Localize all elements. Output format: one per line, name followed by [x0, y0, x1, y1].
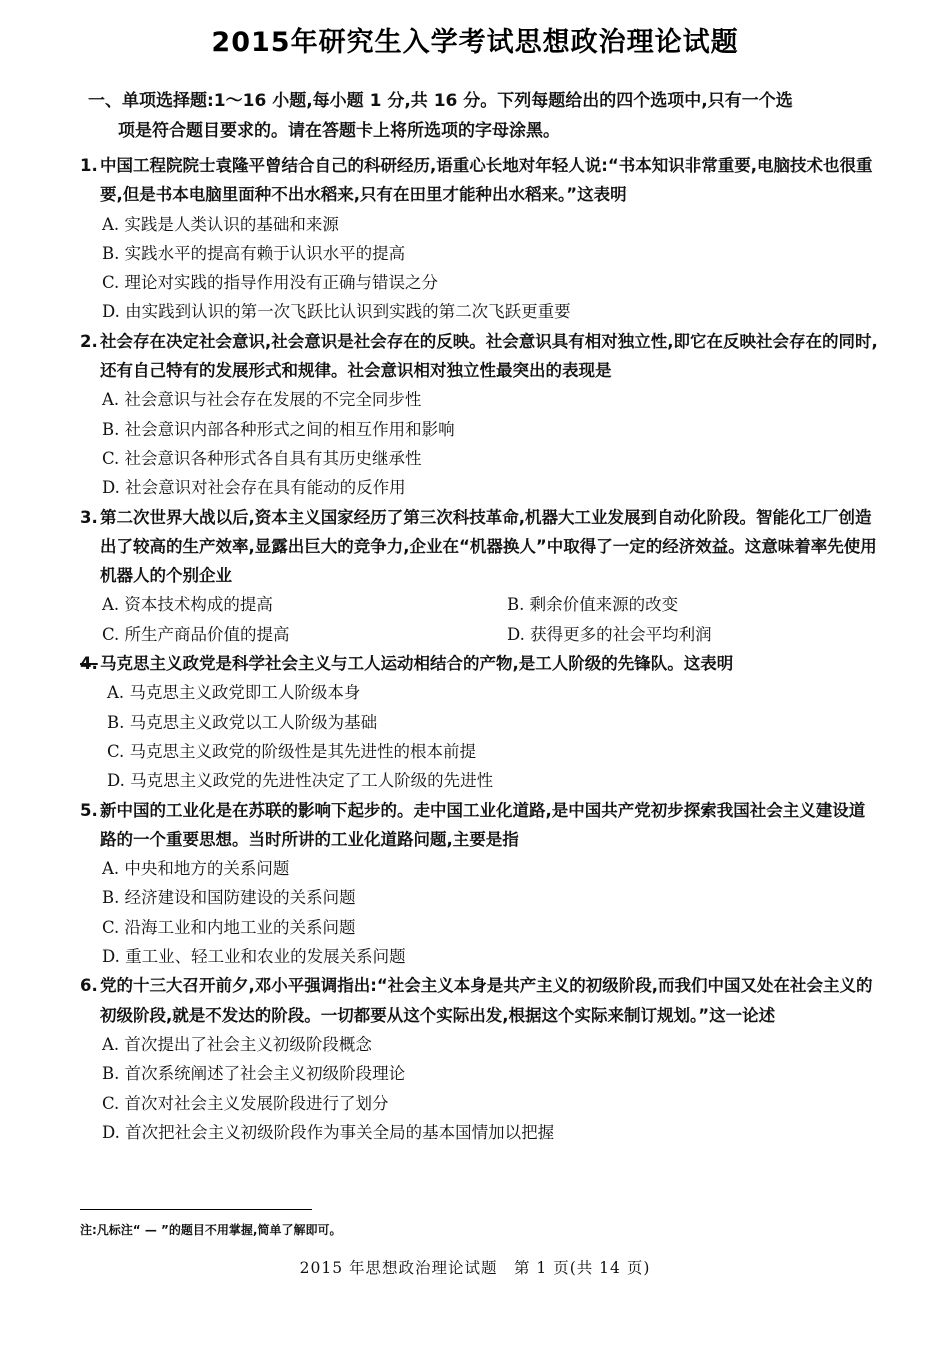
option-d: D. 由实践到认识的第一次飞跃比认识到实践的第二次飞跃更重要	[102, 302, 571, 322]
option-c: C. 沿海工业和内地工业的关系问题	[102, 917, 356, 937]
option-d: D. 首次把社会主义初级阶段作为事关全局的基本国情加以把握	[102, 1122, 555, 1142]
option-a: A. 实践是人类认识的基础和来源	[102, 214, 339, 234]
option-b: B. 马克思主义政党以工人阶级为基础	[107, 712, 378, 732]
question-number: 3.	[80, 507, 98, 527]
option-a: A. 中央和地方的关系问题	[102, 859, 290, 879]
option-a: A. 社会意识与社会存在发展的不完全同步性	[102, 390, 422, 410]
option-d: D. 社会意识对社会存在具有能动的反作用	[102, 478, 406, 498]
page-footer: 2015 年思想政治理论试题 第 1 页(共 14 页)	[299, 1259, 651, 1277]
option-d: D. 重工业、轻工业和农业的发展关系问题	[102, 947, 406, 967]
question-stem: 马克思主义政党是科学社会主义与工人运动相结合的产物,是工人阶级的先锋队。这表明	[100, 654, 734, 674]
question-number: 6.	[80, 976, 98, 996]
option-c: C. 首次对社会主义发展阶段进行了划分	[102, 1093, 389, 1113]
section-instructions-line2: 项是符合题目要求的。请在答题卡上将所选项的字母涂黑。	[118, 121, 560, 141]
option-b: B. 首次系统阐述了社会主义初级阶段理论	[102, 1064, 406, 1084]
footnote-divider	[80, 1209, 312, 1210]
page-title: 2015年研究生入学考试思想政治理论试题	[211, 27, 739, 58]
question-2	[80, 327, 880, 503]
option-a: A. 资本技术构成的提高	[102, 595, 273, 615]
option-c: C. 理论对实践的指导作用没有正确与错误之分	[102, 273, 439, 293]
question-stem: 党的十三大召开前夕,邓小平强调指出:“社会主义本身是共产主义的初级阶段,而我们中国又处在社会主义的初级阶段,就是不发达的阶段。一切都要从这个实际出发,根据这个实际来制订规划。”这一论述	[100, 976, 873, 1025]
option-b: B. 社会意识内部各种形式之间的相互作用和影响	[102, 419, 455, 439]
option-c: C. 社会意识各种形式各自具有其历史继承性	[102, 448, 422, 468]
question-list	[80, 151, 880, 1147]
question-stem: 第二次世界大战以后,资本主义国家经历了第三次科技革命,机器大工业发展到自动化阶段。智能化工厂创造出了较高的生产效率,显露出巨大的竞争力,企业在“机器换人”中取得了一定的经济效益。这意味着率先使用机器人的个别企业	[100, 507, 877, 586]
question-number-struck: 4.	[80, 654, 98, 674]
option-d: D. 获得更多的社会平均利润	[507, 624, 712, 644]
option-c: C. 马克思主义政党的阶级性是其先进性的根本前提	[107, 741, 477, 761]
question-number: 1.	[80, 156, 98, 175]
question-1	[80, 151, 880, 327]
question-number: 2.	[80, 331, 98, 351]
question-stem: 社会存在决定社会意识,社会意识是社会存在的反映。社会意识具有相对独立性,即它在反映社会存在的同时,还有自己特有的发展形式和规律。社会意识相对独立性最突出的表现是	[100, 331, 878, 381]
option-b: B. 实践水平的提高有赖于认识水平的提高	[102, 243, 406, 263]
option-c: C. 所生产商品价值的提高	[102, 624, 290, 644]
option-b: B. 剩余价值来源的改变	[507, 595, 679, 615]
question-4	[80, 649, 880, 795]
option-d: D. 马克思主义政党的先进性决定了工人阶级的先进性	[107, 771, 494, 791]
question-3	[80, 503, 880, 649]
section-instructions	[88, 86, 878, 146]
question-stem: 中国工程院院士袁隆平曾结合自己的科研经历,语重心长地对年轻人说:“书本知识非常重要,电脑技术也很重要,但是书本电脑里面种不出水稻来,只有在田里才能种出水稻来。”这表明	[100, 156, 873, 205]
section-instructions-line1: 一、单项选择题:1～16 小题,每小题 1 分,共 16 分。下列每题给出的四个选项中,只有一个选	[88, 91, 793, 111]
question-number: 5.	[80, 800, 98, 820]
question-stem: 新中国的工业化是在苏联的影响下起步的。走中国工业化道路,是中国共产党初步探索我国社会主义建设道路的一个重要思想。当时所讲的工业化道路问题,主要是指	[100, 800, 866, 849]
question-6	[80, 971, 880, 1147]
option-b: B. 经济建设和国防建设的关系问题	[102, 888, 356, 908]
footnote: 注:凡标注“ — ”的题目不用掌握,简单了解即可。	[80, 1223, 342, 1237]
question-5	[80, 796, 880, 972]
option-a: A. 马克思主义政党即工人阶级本身	[107, 683, 361, 703]
option-a: A. 首次提出了社会主义初级阶段概念	[102, 1034, 372, 1054]
